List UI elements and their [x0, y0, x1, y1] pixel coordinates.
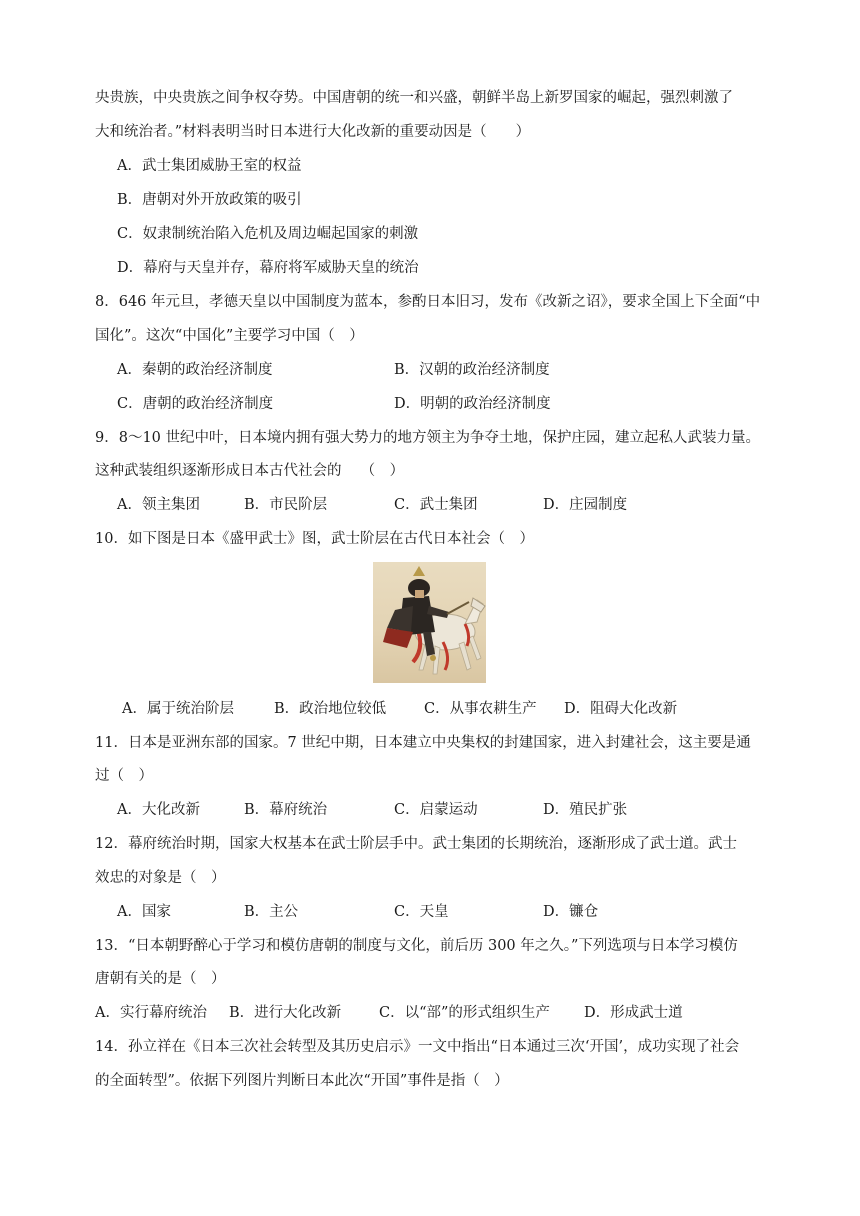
q11-option-d: D．殖民扩张: [543, 802, 628, 818]
q7-option-a: A．武士集团威胁王室的权益: [117, 158, 302, 174]
q9-text-line-1: 9．8～10 世纪中叶，日本境内拥有强大势力的地方领主为争夺土地，保护庄园，建立起私人武装力量。: [95, 430, 761, 446]
q13-option-d: D．形成武士道: [584, 1005, 683, 1021]
q9-option-d: D．庄园制度: [543, 497, 628, 513]
q11-option-b: B．幕府统治: [244, 802, 328, 818]
q7-text-line-2: 大和统治者。”材料表明当时日本进行大化改新的重要动因是（ ）: [95, 124, 531, 140]
q8-option-c: C．唐朝的政治经济制度: [117, 396, 274, 412]
q7-text-line-1: 央贵族，中央贵族之间争权夺势。中国唐朝的统一和兴盛，朝鲜半岛上新罗国家的崛起，强烈刺激了: [95, 90, 733, 106]
q7-option-d: D．幕府与天皇并存，幕府将军威胁天皇的统治: [117, 260, 419, 276]
q11-option-a: A．大化改新: [117, 802, 200, 818]
q8-option-d: D．明朝的政治经济制度: [394, 396, 551, 412]
q13-option-b: B．进行大化改新: [229, 1005, 342, 1021]
q10-option-a: A．属于统治阶层: [122, 701, 234, 717]
q12-text-line-2: 效忠的对象是（ ）: [95, 870, 226, 886]
q9-text-line-2: 这种武装组织逐渐形成日本古代社会的 （ ）: [95, 463, 405, 479]
q12-option-d: D．镰仓: [543, 904, 599, 920]
q8-option-b: B．汉朝的政治经济制度: [394, 362, 550, 378]
q13-option-a: A．实行幕府统治: [95, 1005, 207, 1021]
samurai-painting-image: [373, 562, 486, 683]
q8-text-line-2: 国化”。这次“中国化”主要学习中国（ ）: [95, 328, 364, 344]
q14-text-line-2: 的全面转型”。依据下列图片判断日本此次“开国”事件是指（ ）: [95, 1073, 509, 1089]
q13-text-line-2: 唐朝有关的是（ ）: [95, 971, 226, 987]
q14-text-line-1: 14．孙立祥在《日本三次社会转型及其历史启示》一文中指出“日本通过三次‘开国’，成功实现了社会: [95, 1039, 740, 1055]
q11-text-line-1: 11．日本是亚洲东部的国家。7 世纪中期，日本建立中央集权的封建国家，进入封建社会，这主要是通: [95, 735, 751, 751]
q8-option-a: A．秦朝的政治经济制度: [117, 362, 273, 378]
q9-option-b: B．市民阶层: [244, 497, 328, 513]
q12-option-b: B．主公: [244, 904, 299, 920]
q12-option-c: C．天皇: [394, 904, 449, 920]
q11-option-c: C．启蒙运动: [394, 802, 478, 818]
samurai-painting-icon: [373, 562, 486, 683]
q12-text-line-1: 12．幕府统治时期，国家大权基本在武士阶层手中。武士集团的长期统治，逐渐形成了武士道。武士: [95, 836, 737, 852]
q10-option-d: D．阻碍大化改新: [564, 701, 678, 717]
q11-text-line-2: 过（ ）: [95, 768, 153, 784]
q8-text-line-1: 8．646 年元旦，孝德天皇以中国制度为蓝本，参酌日本旧习，发布《改新之诏》，要求全国上下全面“中: [95, 294, 761, 310]
q9-option-c: C．武士集团: [394, 497, 478, 513]
q10-option-c: C．从事农耕生产: [424, 701, 537, 717]
q9-option-a: A．领主集团: [117, 497, 200, 513]
q13-text-line-1: 13．“日本朝野醉心于学习和模仿唐朝的制度与文化，前后历 300 年之久。”下列选项与日本学习模仿: [95, 938, 738, 954]
q12-option-a: A．国家: [117, 904, 171, 920]
q7-option-c: C．奴隶制统治陷入危机及周边崛起国家的刺激: [117, 226, 419, 242]
q10-option-b: B．政治地位较低: [274, 701, 387, 717]
q13-option-c: C．以“部”的形式组织生产: [379, 1005, 550, 1021]
q7-option-b: B．唐朝对外开放政策的吸引: [117, 192, 302, 208]
q10-text-line-1: 10．如下图是日本《盛甲武士》图，武士阶层在古代日本社会（ ）: [95, 531, 534, 547]
